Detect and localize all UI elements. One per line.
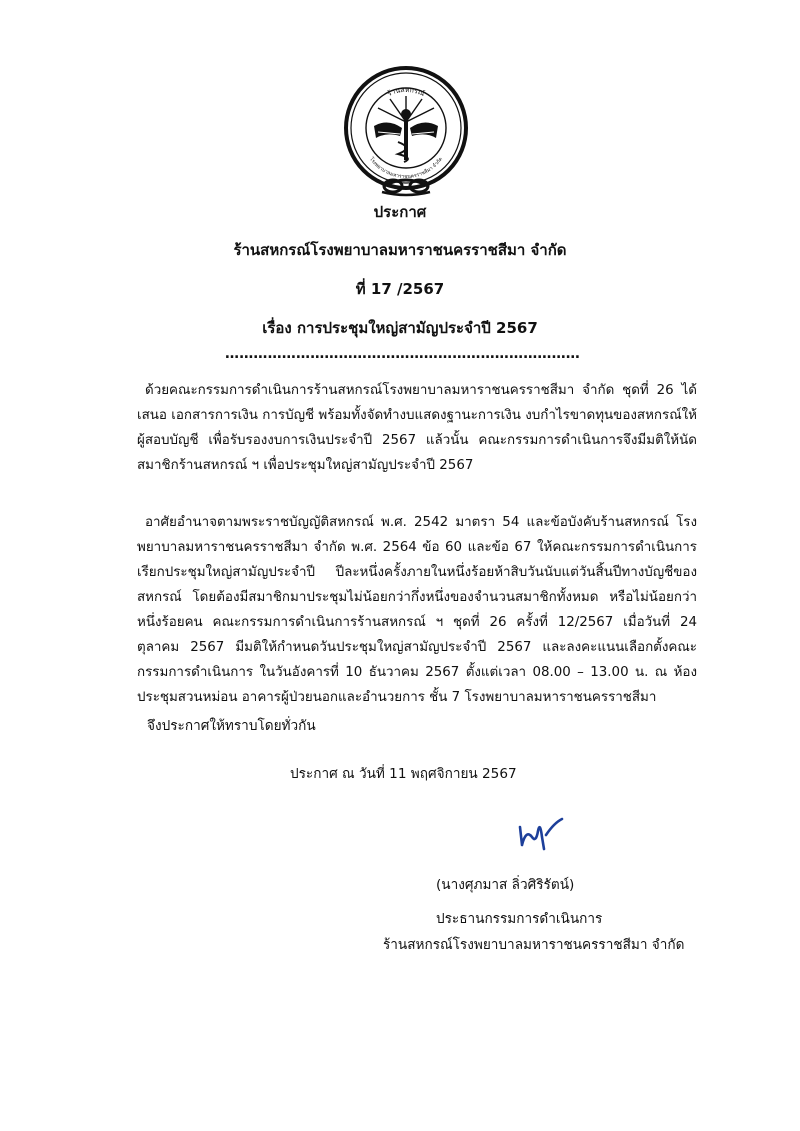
- paragraph-2-text: อาศัยอำนาจตามพระราชบัญญัติสหกรณ์ พ.ศ. 2542 มาตรา 54 และข้อบังคับร้านสหกรณ์ โรงพยาบาลมหาราชนครราชสีมา จำกัด พ.ศ. 2564 ข้อ 60 และข้อ 67 ให้คณะกรรมการดำเนินการ เรียกประชุมใหญ่สามัญประจำปี ปีละหนึ่งครั้งภายในหนึ่งร้อยห้าสิบวันนับแต่วันสิ้นปีทางบัญชีของสหกรณ์ โดยต้องมีสมาชิกมาประชุมไม่น้อยกว่ากึ่งหนึ่งของจำนวนสมาชิกทั้งหมด หรือไม่น้อยกว่าหนึ่งร้อยคน คณะกรรมการดำเนินการร้านสหกรณ์ ฯ ชุดที่ 26 ครั้งที่ 12/2567 เมื่อวันที่ 24 ตุลาคม 2567 มีมติให้กำหนดวันประชุมใหญ่สามัญประจำปี 2567 และลงคะแนนเลือกตั้งคณะกรรมการดำเนินการ ในวันอังคารที่ 10 ธันวาคม 2567 ตั้งแต่เวลา 08.00 – 13.00 น. ณ ห้องประชุมสวนหม่อน อาคารผู้ป่วยนอกและอำนวยการ ชั้น 7 โรงพยาบาลมหาราชนครราชสีมา: [137, 515, 697, 705]
- svg-text:ร้านสหกรณ์: ร้านสหกรณ์: [386, 85, 426, 98]
- announcement-number: ที่ 17 /2567: [355, 280, 445, 298]
- cooperative-store-seal-icon: [338, 62, 474, 198]
- announcement-subject: เรื่อง การประชุมใหญ่สามัญประจำปี 2567: [262, 319, 538, 337]
- organization-heading: ร้านสหกรณ์โรงพยาบาลมหาราชนครราชสีมา จำกัด: [233, 241, 567, 259]
- signatory-name: (นางศุภมาส ลิ่วศิริรัตน์): [436, 877, 575, 893]
- announcement-title: ประกาศ: [373, 203, 427, 221]
- paragraph-1: [137, 378, 697, 478]
- announcement-date: ประกาศ ณ วันที่ 11 พฤศจิกายน 2567: [290, 766, 517, 782]
- paragraph-2: [137, 510, 697, 710]
- signatory-position: ประธานกรรมการดำเนินการ: [436, 911, 603, 927]
- handwritten-signature-icon: [512, 815, 570, 855]
- paragraph-1-text: ด้วยคณะกรรมการดำเนินการร้านสหกรณ์โรงพยาบาลมหาราชนครราชสีมา จำกัด ชุดที่ 26 ได้เสนอ เอกสารการเงิน การบัญชี พร้อมทั้งจัดทำงบแสดงฐานะการเงิน งบกำไรขาดทุนของสหกรณ์ให้ผู้สอบบัญชี เพื่อรับรองงบการเงินประจำปี 2567 แล้วนั้น คณะกรรมการดำเนินการจึงมีมติให้นัดสมาชิกร้านสหกรณ์ ฯ เพื่อประชุมใหญ่สามัญประจำปี 2567: [137, 383, 697, 473]
- announcement-closing: จึงประกาศให้ทราบโดยทั่วกัน: [147, 718, 316, 734]
- svg-text:โรงพยาบาลมหาราชนครราชสีมา จำกั: โรงพยาบาลมหาราชนครราชสีมา จำกัด: [368, 156, 444, 181]
- separator-line: …………………………………………………………………: [225, 346, 580, 362]
- signatory-organization: ร้านสหกรณ์โรงพยาบาลมหาราชนครราชสีมา จำกัด: [383, 937, 685, 953]
